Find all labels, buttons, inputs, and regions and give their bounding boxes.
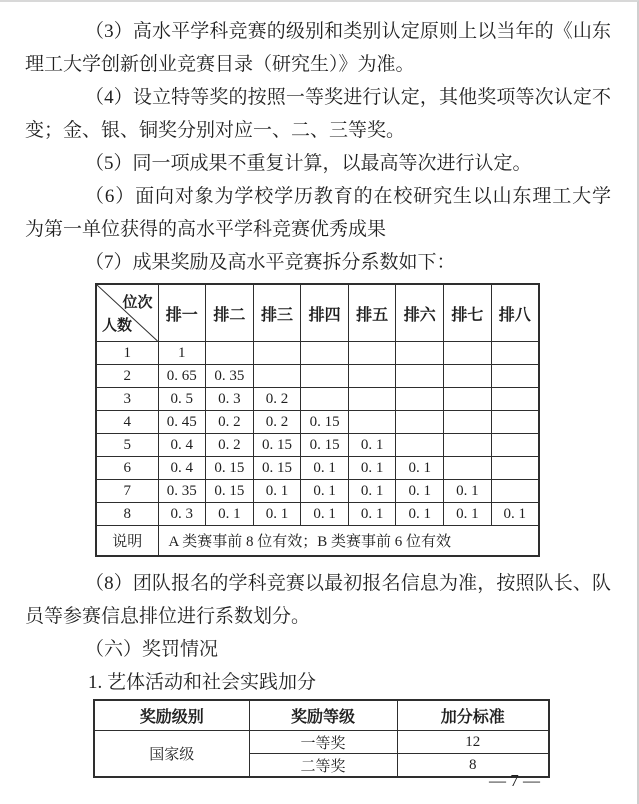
score-cell: 8 — [397, 754, 549, 778]
bonus-table — [93, 699, 550, 778]
corner-top-label: 位次 — [122, 295, 153, 311]
page-number: — 7 — — [489, 771, 540, 790]
table-cell: 0. 1 — [444, 480, 492, 503]
table-row — [96, 342, 539, 365]
table-cell — [396, 411, 444, 434]
paragraph-line: 理工大学创新创业竞赛目录（研究生）》为准。 — [25, 54, 415, 75]
table-cell: 0. 3 — [206, 388, 254, 411]
table-cell: 0. 15 — [301, 411, 349, 434]
table-row — [96, 434, 539, 457]
table-cell: 0. 15 — [253, 457, 301, 480]
table-cell — [396, 342, 444, 365]
coefficient-table — [95, 283, 540, 557]
table-cell — [491, 457, 539, 480]
grade-cell: 二等奖 — [249, 754, 397, 778]
column-header: 排五 — [348, 284, 396, 342]
table-cell: 0. 15 — [206, 457, 254, 480]
table-row — [96, 388, 539, 411]
row-label: 5 — [96, 434, 158, 457]
table-cell — [396, 434, 444, 457]
table-cell: 0. 1 — [253, 480, 301, 503]
table-cell: 0. 1 — [348, 480, 396, 503]
column-header: 排八 — [491, 284, 539, 342]
column-header: 排六 — [396, 284, 444, 342]
score-cell: 12 — [397, 731, 549, 754]
table-cell — [301, 342, 349, 365]
table-cell — [491, 411, 539, 434]
bonus-table-header-row — [94, 700, 549, 731]
table-cell: 0. 1 — [444, 503, 492, 526]
column-header: 排七 — [444, 284, 492, 342]
table-cell — [396, 365, 444, 388]
note-label: 说明 — [96, 526, 158, 557]
table-cell: 0. 1 — [301, 457, 349, 480]
table-cell: 0. 1 — [348, 457, 396, 480]
row-label: 2 — [96, 365, 158, 388]
table-cell: 0. 35 — [206, 365, 254, 388]
table-cell — [253, 365, 301, 388]
table-cell: 0. 2 — [253, 411, 301, 434]
table-cell: 0. 15 — [301, 434, 349, 457]
paragraph-line: 员等参赛信息排位进行系数划分。 — [25, 606, 311, 627]
note-text: A 类赛事前 8 位有效；B 类赛事前 6 位有效 — [158, 526, 539, 557]
table-cell: 0. 5 — [158, 388, 206, 411]
paragraph-line: 为第一单位获得的高水平学科竞赛优秀成果 — [25, 219, 387, 240]
table-cell: 0. 2 — [206, 411, 254, 434]
grade-cell: 一等奖 — [249, 731, 397, 754]
table-cell — [444, 365, 492, 388]
table-cell — [491, 388, 539, 411]
table-cell: 0. 1 — [491, 503, 539, 526]
table-cell: 0. 15 — [253, 434, 301, 457]
table-cell: 0. 3 — [158, 503, 206, 526]
table-cell — [253, 342, 301, 365]
table-cell — [491, 480, 539, 503]
paragraph-line: （7）成果奖励及高水平竞赛拆分系数如下： — [85, 252, 456, 273]
table-cell: 0. 65 — [158, 365, 206, 388]
paragraph-line: （6）面向对象为学校学历教育的在校研究生以山东理工大学 — [85, 186, 611, 207]
note-row — [96, 526, 539, 557]
column-header: 排二 — [206, 284, 254, 342]
table-cell: 0. 1 — [301, 480, 349, 503]
table-cell — [396, 388, 444, 411]
table-cell: 0. 4 — [158, 434, 206, 457]
table-cell: 0. 1 — [396, 457, 444, 480]
table-cell — [301, 365, 349, 388]
corner-cell — [96, 284, 158, 342]
corner-bottom-label: 人数 — [102, 318, 133, 334]
table-cell: 0. 2 — [206, 434, 254, 457]
table-cell: 0. 1 — [348, 503, 396, 526]
table-row — [96, 503, 539, 526]
row-label: 6 — [96, 457, 158, 480]
table-cell — [348, 365, 396, 388]
table-cell — [491, 365, 539, 388]
page-content — [0, 2, 637, 778]
table-cell — [444, 342, 492, 365]
table-cell: 1 — [158, 342, 206, 365]
paragraph-line: （5）同一项成果不重复计算，以最高等次进行认定。 — [85, 153, 532, 174]
table-cell — [444, 411, 492, 434]
table-cell: 0. 1 — [253, 503, 301, 526]
table-row — [96, 457, 539, 480]
row-label: 4 — [96, 411, 158, 434]
paragraph-line: 变；金、银、铜奖分别对应一、二、三等奖。 — [25, 120, 406, 141]
table-cell: 0. 1 — [301, 503, 349, 526]
row-label: 1 — [96, 342, 158, 365]
coefficient-table-header-row — [96, 284, 539, 342]
row-label: 7 — [96, 480, 158, 503]
table-cell: 0. 1 — [206, 503, 254, 526]
table-cell: 0. 4 — [158, 457, 206, 480]
table-cell — [348, 342, 396, 365]
table-cell — [491, 434, 539, 457]
table-row — [96, 480, 539, 503]
table-cell — [348, 388, 396, 411]
table-cell: 0. 1 — [348, 434, 396, 457]
column-header: 奖励等级 — [249, 700, 397, 731]
table-cell — [444, 434, 492, 457]
table-cell: 0. 45 — [158, 411, 206, 434]
level-cell: 国家级 — [94, 731, 249, 778]
table-cell: 0. 35 — [158, 480, 206, 503]
row-label: 8 — [96, 503, 158, 526]
row-label: 3 — [96, 388, 158, 411]
column-header: 加分标准 — [397, 700, 549, 731]
table-cell: 0. 15 — [206, 480, 254, 503]
column-header: 奖励级别 — [94, 700, 249, 731]
table-cell — [444, 457, 492, 480]
table-cell — [444, 388, 492, 411]
subsection-heading: 1. 艺体活动和社会实践加分 — [88, 672, 317, 693]
table-row — [96, 411, 539, 434]
table-cell: 0. 1 — [396, 480, 444, 503]
table-cell — [491, 342, 539, 365]
table-cell — [206, 342, 254, 365]
table-cell: 0. 2 — [253, 388, 301, 411]
column-header: 排四 — [301, 284, 349, 342]
table-cell: 0. 1 — [396, 503, 444, 526]
paragraph-line: （3）高水平学科竞赛的级别和类别认定原则上以当年的《山东 — [85, 21, 611, 42]
table-cell — [348, 411, 396, 434]
section-heading: （六）奖罚情况 — [85, 639, 219, 660]
column-header: 排一 — [158, 284, 206, 342]
paragraph-line: （4）设立特等奖的按照一等奖进行认定，其他奖项等次认定不 — [85, 87, 611, 108]
table-row — [94, 731, 549, 754]
paragraph-line: （8）团队报名的学科竞赛以最初报名信息为准，按照队长、队 — [85, 573, 611, 594]
table-row — [96, 365, 539, 388]
table-cell — [301, 388, 349, 411]
column-header: 排三 — [253, 284, 301, 342]
